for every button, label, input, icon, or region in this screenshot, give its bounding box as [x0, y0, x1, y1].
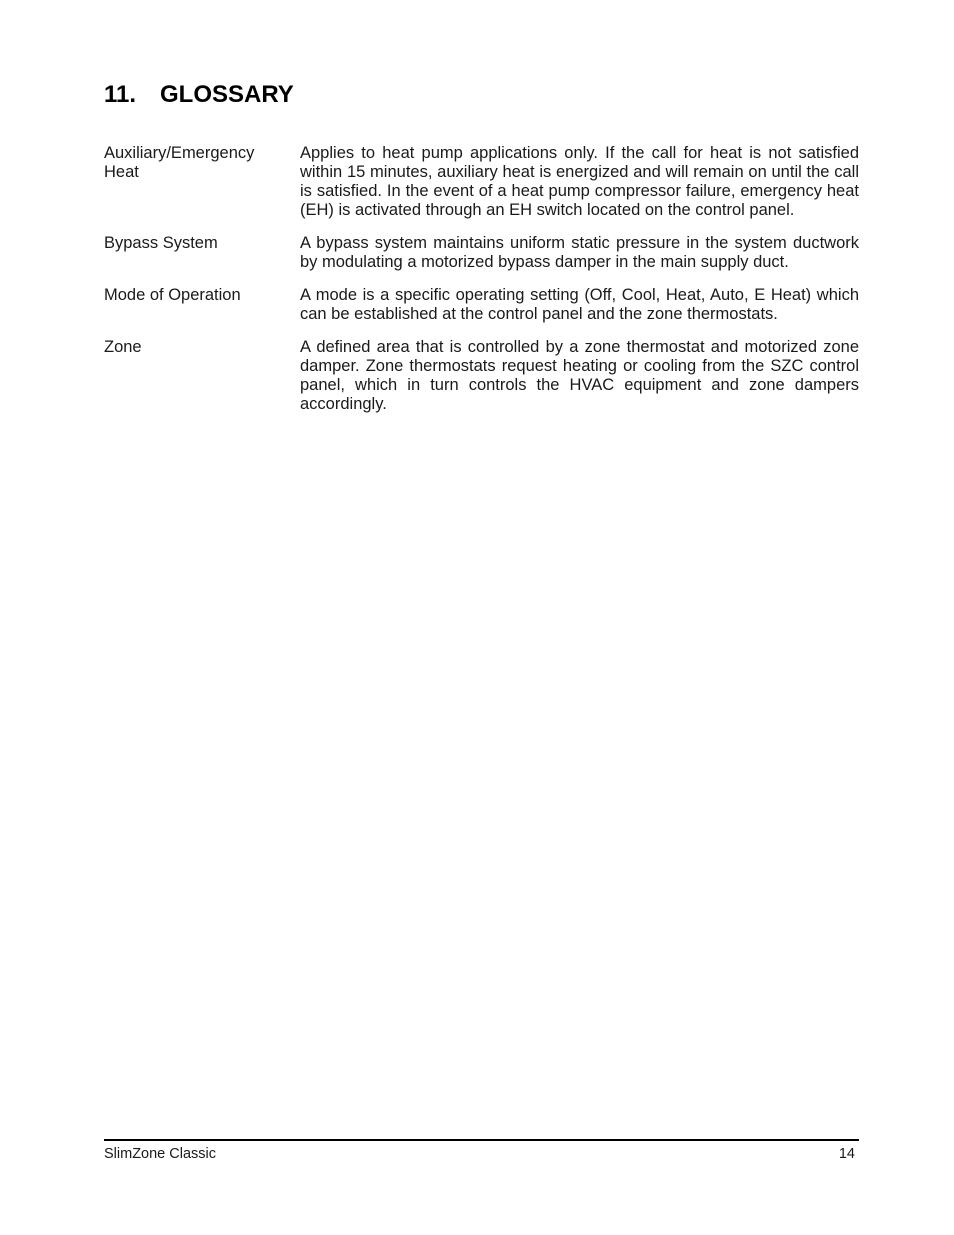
glossary-definition: A mode is a specific operating setting (Off, Cool, Heat, Auto, E Heat) which can be established at the control panel and the zone thermostats. [300, 286, 859, 323]
section-heading [104, 80, 294, 110]
glossary-entry [104, 144, 859, 220]
glossary-list [104, 144, 859, 428]
glossary-entry [104, 286, 859, 324]
glossary-term: Mode of Operation [104, 286, 241, 304]
glossary-term: Bypass System [104, 234, 218, 252]
footer-divider [104, 1139, 859, 1141]
section-title: GLOSSARY [160, 81, 294, 108]
glossary-definition: Applies to heat pump applications only. If the call for heat is not satisfied within 15 minutes, auxiliary heat is energized and will remain on until the call is satisfied. In the event of a heat pump compressor failure, emergency heat (EH) is activated through an EH switch located on the control panel. [300, 144, 859, 219]
glossary-definition: A defined area that is controlled by a zone thermostat and motorized zone damper. Zone thermostats request heating or cooling from the SZC control panel, which in turn controls the HVAC equipment and zone dampers accordingly. [300, 338, 859, 413]
glossary-entry [104, 338, 859, 414]
glossary-term: Zone [104, 338, 142, 356]
glossary-term: Auxiliary/Emergency Heat [104, 144, 255, 181]
section-number: 11. [104, 81, 137, 108]
glossary-entry [104, 234, 859, 272]
footer-product-name: SlimZone Classic [104, 1146, 216, 1162]
footer-page-number: 14 [838, 1146, 855, 1162]
glossary-definition: A bypass system maintains uniform static pressure in the system ductwork by modulating a motorized bypass damper in the main supply duct. [300, 234, 859, 271]
